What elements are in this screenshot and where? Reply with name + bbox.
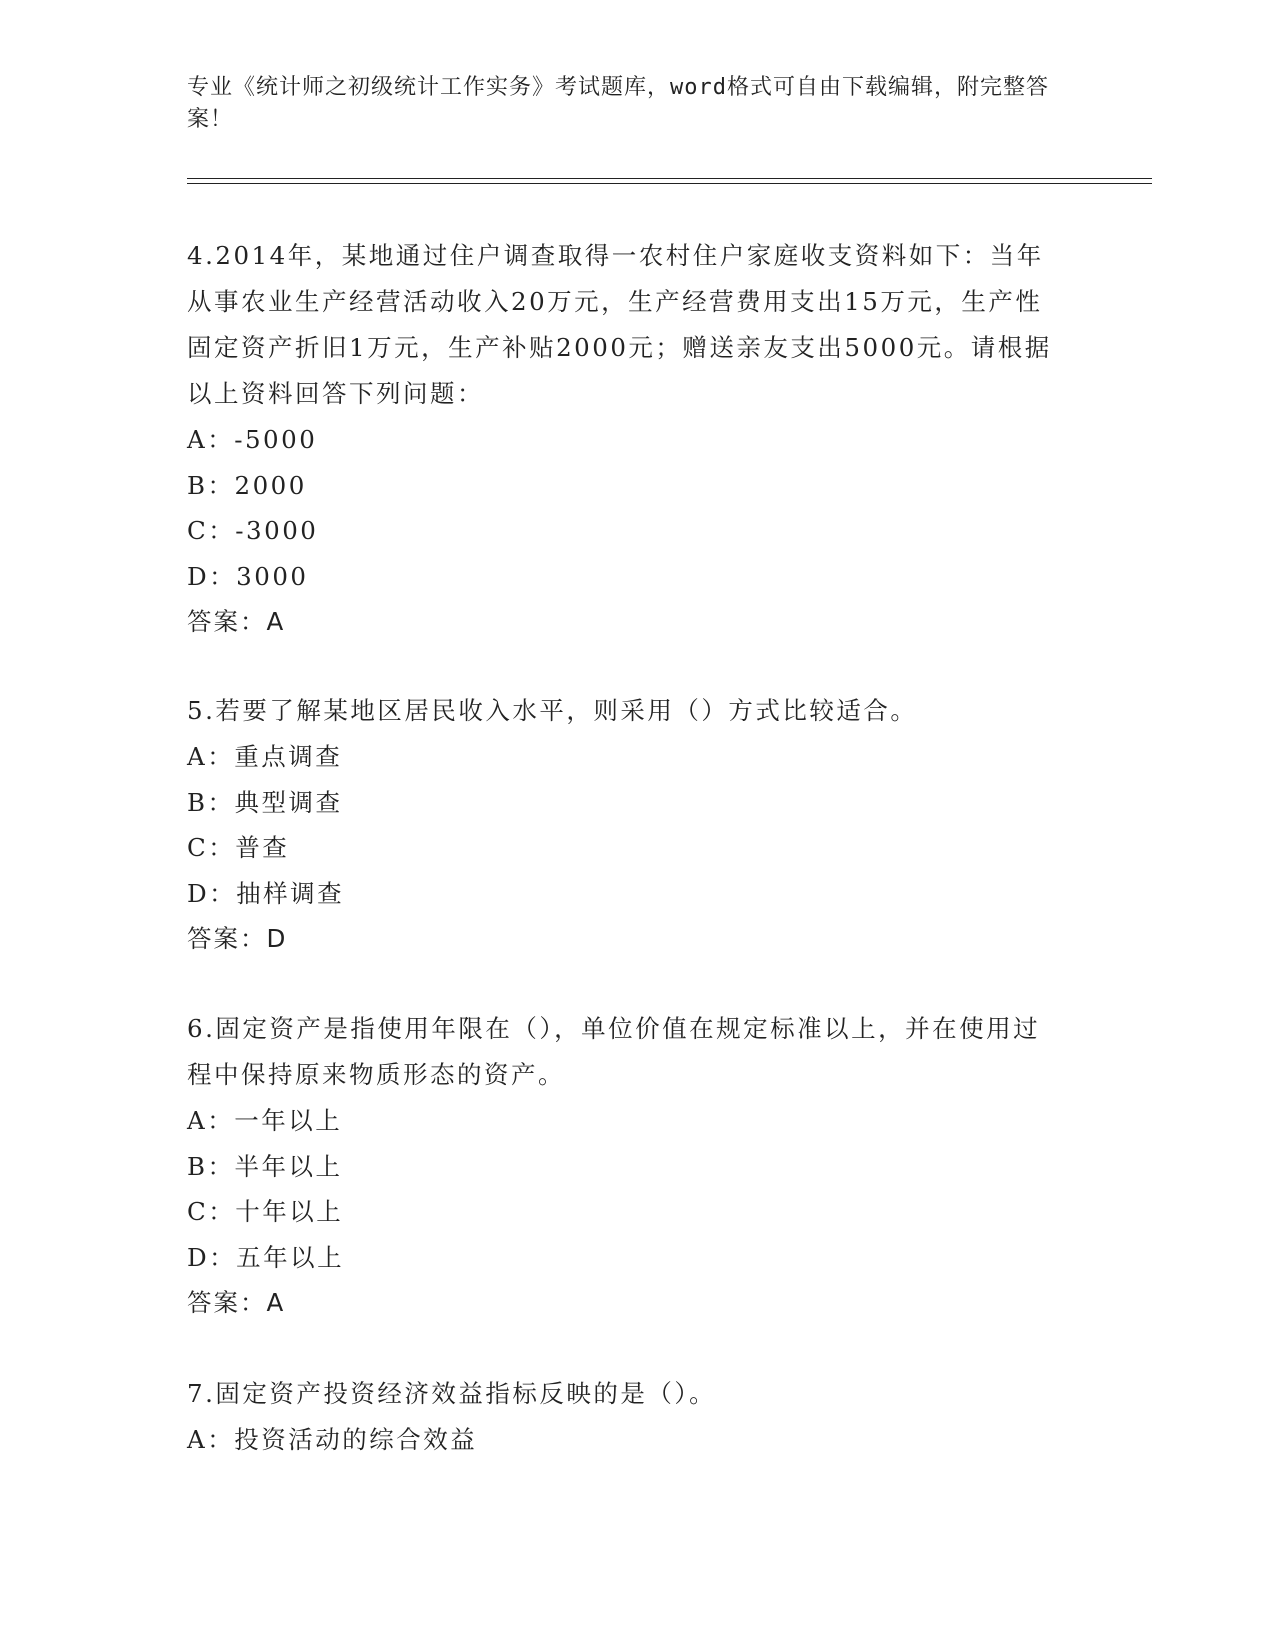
answer-line: 答案：A (187, 1288, 286, 1317)
option-b: B：半年以上 (187, 1151, 343, 1181)
question-stem: 6.固定资产是指使用年限在（），单位价值在规定标准以上，并在使用过程中保持原来物质形态的资产。 (187, 1014, 1041, 1089)
option-a: A：一年以上 (187, 1106, 343, 1135)
option-a: A：重点调查 (187, 742, 343, 771)
answer-line: 答案：A (187, 607, 286, 636)
option-c: C：-3000 (187, 516, 319, 545)
option-d: D：抽样调查 (187, 878, 345, 908)
option-a: A：-5000 (187, 425, 318, 454)
option-c: C：普查 (187, 833, 290, 862)
question-6 (187, 1006, 1067, 1326)
question-5 (187, 688, 1067, 962)
header-divider-top (187, 178, 1152, 179)
option-b: B：2000 (187, 470, 307, 500)
option-a: A：投资活动的综合效益 (187, 1425, 478, 1454)
question-stem: 7.固定资产投资经济效益指标反映的是（）。 (187, 1379, 717, 1408)
question-7 (187, 1371, 1067, 1463)
option-b: B：典型调查 (187, 787, 343, 817)
document-header: 专业《统计师之初级统计工作实务》考试题库，word格式可自由下载编辑，附完整答案！ (187, 75, 1049, 132)
option-d: D：五年以上 (187, 1242, 345, 1272)
option-d: D：3000 (187, 561, 309, 591)
question-4 (187, 233, 1067, 645)
question-stem: 4.2014年，某地通过住户调查取得一农村住户家庭收支资料如下：当年从事农业生产经营活动收入20万元，生产经营费用支出15万元，生产性固定资产折旧1万元，生产补贴2000元；赠送亲友支出5000元。请根据以上资料回答下列问题： (187, 241, 1052, 408)
option-c: C：十年以上 (187, 1197, 344, 1226)
header-divider-bottom (187, 183, 1152, 184)
answer-line: 答案：D (187, 924, 288, 953)
question-stem: 5.若要了解某地区居民收入水平，则采用（）方式比较适合。 (187, 696, 918, 725)
